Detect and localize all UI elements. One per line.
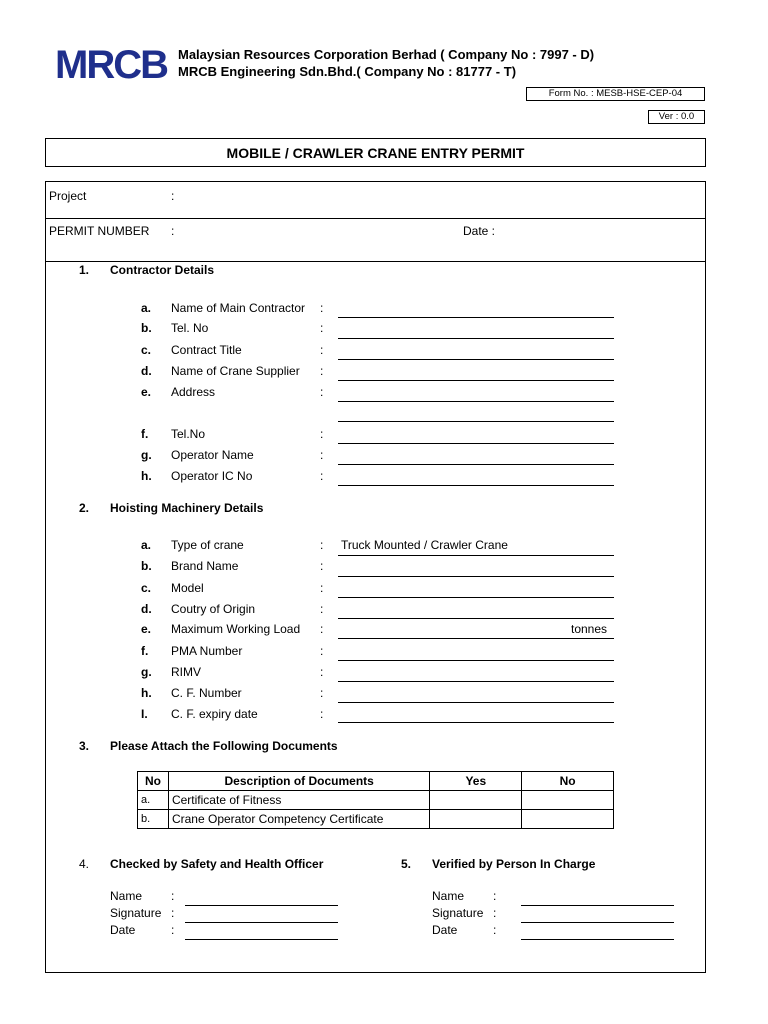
header-description: Description of Documents (168, 772, 429, 791)
s2-rimv-label: RIMV (171, 665, 201, 679)
s5-date-line[interactable] (521, 939, 674, 940)
s2-max-working-load-label: Maximum Working Load (171, 622, 301, 636)
logo-text: MRCB (55, 43, 167, 87)
s5-signature-label: Signature (432, 906, 484, 920)
documents-table-header (138, 772, 614, 791)
s2-type-of-crane-label: Type of crane (171, 538, 244, 552)
s2-tonnes-unit: tonnes (571, 622, 608, 636)
table-row (138, 810, 614, 829)
s2-cf-expiry-line[interactable] (338, 722, 614, 723)
s1-c-letter: c. (141, 343, 152, 357)
s2-pma-number-line[interactable] (338, 660, 614, 661)
s2-cf-expiry-label: C. F. expiry date (171, 707, 258, 721)
s1-f-colon: : (320, 427, 324, 441)
section-3-title: Please Attach the Following Documents (110, 739, 338, 753)
s4-signature-colon: : (171, 906, 175, 920)
s2-pma-number-label: PMA Number (171, 644, 243, 658)
s2-rimv-line[interactable] (338, 681, 614, 682)
section-4-number: 4. (79, 857, 90, 871)
s2-e-letter: e. (141, 622, 152, 636)
s1-tel-no-label: Tel.No (171, 427, 206, 441)
project-colon: : (171, 189, 175, 203)
s2-i-colon: : (320, 707, 324, 721)
s2-b-letter: b. (141, 559, 152, 573)
s1-operator-name-line[interactable] (338, 464, 614, 465)
row-no-cell[interactable] (522, 810, 614, 829)
permit-divider (45, 261, 706, 262)
permit-colon: : (171, 224, 175, 238)
s2-h-letter: h. (141, 686, 152, 700)
s1-main-contractor-line[interactable] (338, 317, 614, 318)
s1-tel-line[interactable] (338, 338, 614, 339)
s2-cf-number-line[interactable] (338, 702, 614, 703)
s2-max-working-load-line[interactable] (338, 638, 614, 639)
s1-operator-ic-line[interactable] (338, 485, 614, 486)
permit-date-label: Date : (463, 224, 496, 238)
permit-number-label: PERMIT NUMBER (49, 224, 150, 238)
s1-operator-ic-label: Operator IC No (171, 469, 253, 483)
s2-model-line[interactable] (338, 597, 614, 598)
row-yes-cell[interactable] (430, 810, 522, 829)
header-no-col: No (522, 772, 614, 791)
section-2-number: 2. (79, 501, 90, 515)
s1-tel-no-line[interactable] (338, 443, 614, 444)
s1-a-colon: : (320, 301, 324, 315)
s2-d-letter: d. (141, 602, 152, 616)
section-5-title: Verified by Person In Charge (432, 857, 596, 871)
section-1-title: Contractor Details (110, 263, 215, 277)
s1-address-line-2[interactable] (338, 421, 614, 422)
s5-signature-line[interactable] (521, 922, 674, 923)
section-3-number: 3. (79, 739, 90, 753)
row-description: Certificate of Fitness (168, 791, 429, 810)
s2-brand-name-label: Brand Name (171, 559, 239, 573)
s2-i-letter: I. (141, 707, 148, 721)
s1-operator-name-label: Operator Name (171, 448, 254, 462)
s5-date-label: Date (432, 923, 458, 937)
title-box (45, 138, 706, 167)
section-5-number: 5. (401, 857, 412, 871)
s1-address-label: Address (171, 385, 216, 399)
s4-date-line[interactable] (185, 939, 338, 940)
section-1-number: 1. (79, 263, 90, 277)
s2-type-of-crane-line[interactable] (338, 555, 614, 556)
s1-main-contractor-label: Name of Main Contractor (171, 301, 306, 315)
row-no: a. (138, 791, 169, 810)
section-2-title: Hoisting Machinery Details (110, 501, 264, 515)
s1-contract-title-label: Contract Title (171, 343, 242, 357)
version-label: Ver : 0.0 (648, 110, 705, 124)
s4-date-label: Date (110, 923, 136, 937)
table-row (138, 791, 614, 810)
s4-date-colon: : (171, 923, 175, 937)
s2-country-origin-line[interactable] (338, 618, 614, 619)
company-line-2: MRCB Engineering Sdn.Bhd.( Company No : 81777 - T) (178, 64, 517, 79)
s5-name-label: Name (432, 889, 465, 903)
s2-d-colon: : (320, 602, 324, 616)
mrcb-logo (55, 43, 167, 87)
documents-table (137, 771, 614, 829)
s2-h-colon: : (320, 686, 324, 700)
s1-crane-supplier-line[interactable] (338, 380, 614, 381)
s1-g-letter: g. (141, 448, 152, 462)
s2-type-of-crane-value: Truck Mounted / Crawler Crane (341, 538, 508, 552)
s2-e-colon: : (320, 622, 324, 636)
s5-name-line[interactable] (521, 905, 674, 906)
s1-h-colon: : (320, 469, 324, 483)
s1-b-letter: b. (141, 321, 152, 335)
s1-c-colon: : (320, 343, 324, 357)
s2-g-colon: : (320, 665, 324, 679)
header-yes: Yes (430, 772, 522, 791)
s1-h-letter: h. (141, 469, 152, 483)
s1-e-letter: e. (141, 385, 152, 399)
s1-d-colon: : (320, 364, 324, 378)
page-title: MOBILE / CRAWLER CRANE ENTRY PERMIT (226, 145, 525, 161)
s4-signature-label: Signature (110, 906, 162, 920)
s2-model-label: Model (171, 581, 204, 595)
s1-address-line-1[interactable] (338, 401, 614, 402)
row-yes-cell[interactable] (430, 791, 522, 810)
row-no-cell[interactable] (522, 791, 614, 810)
section-4-title: Checked by Safety and Health Officer (110, 857, 324, 871)
s4-name-line[interactable] (185, 905, 338, 906)
row-no: b. (138, 810, 169, 829)
s4-name-label: Name (110, 889, 143, 903)
s5-name-colon: : (493, 889, 497, 903)
s2-country-origin-label: Coutry of Origin (171, 602, 256, 616)
s1-e-colon: : (320, 385, 324, 399)
s4-name-colon: : (171, 889, 175, 903)
form-number: Form No. : MESB-HSE-CEP-04 (526, 87, 705, 101)
s2-a-letter: a. (141, 538, 152, 552)
s1-d-letter: d. (141, 364, 152, 378)
header-no: No (138, 772, 169, 791)
s2-c-colon: : (320, 581, 324, 595)
s2-g-letter: g. (141, 665, 152, 679)
s2-c-letter: c. (141, 581, 152, 595)
s1-tel-label: Tel. No (171, 321, 209, 335)
s1-b-colon: : (320, 321, 324, 335)
company-line-1: Malaysian Resources Corporation Berhad ( Company No : 7997 - D) (178, 47, 595, 62)
row-description: Crane Operator Competency Certificate (168, 810, 429, 829)
s1-g-colon: : (320, 448, 324, 462)
project-label: Project (49, 189, 87, 203)
s1-a-letter: a. (141, 301, 152, 315)
s2-f-colon: : (320, 644, 324, 658)
project-divider (45, 218, 706, 219)
s1-contract-title-line[interactable] (338, 359, 614, 360)
s2-brand-name-line[interactable] (338, 576, 614, 577)
s5-signature-colon: : (493, 906, 497, 920)
s2-cf-number-label: C. F. Number (171, 686, 242, 700)
main-form-box (45, 181, 706, 973)
s1-f-letter: f. (141, 427, 149, 441)
s2-f-letter: f. (141, 644, 149, 658)
s2-a-colon: : (320, 538, 324, 552)
s1-crane-supplier-label: Name of Crane Supplier (171, 364, 300, 378)
s2-b-colon: : (320, 559, 324, 573)
s4-signature-line[interactable] (185, 922, 338, 923)
s5-date-colon: : (493, 923, 497, 937)
